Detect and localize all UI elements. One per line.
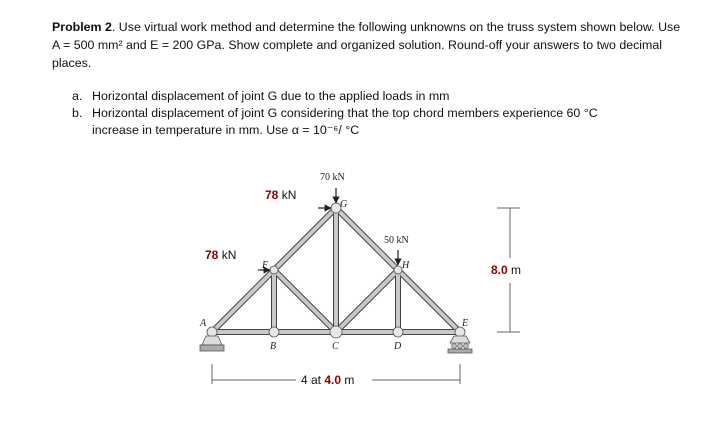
span-value: 4.0	[324, 373, 342, 387]
problem-intro: . Use virtual work method and determine the following unknowns on the truss system shown below. Use A = 500 mm² and E = 200 GPa. Show complete and organized solution. Round-off your answers to two decimal places.	[52, 20, 681, 70]
load-78kn-top-unit: kN	[278, 188, 297, 202]
joint-f-pin	[270, 266, 278, 274]
joint-label-h: H	[402, 260, 410, 271]
span-label	[301, 373, 354, 387]
joint-d-pin	[393, 327, 403, 337]
load-78kn-left-unit: kN	[218, 248, 237, 262]
truss-members	[212, 208, 460, 332]
member-fc	[274, 270, 336, 332]
height-value: 8.0	[491, 263, 508, 277]
question-a-mark: a.	[72, 89, 83, 103]
height-label	[491, 263, 521, 277]
roller-support-e	[448, 336, 472, 353]
question-b-text-continued: increase in temperature in mm. Use α = 10⁻⁶/ °C	[92, 123, 360, 137]
member-cH	[336, 270, 398, 332]
joint-c-pin	[330, 326, 342, 338]
load-78kn-top-label	[265, 188, 296, 202]
load-78kn-top-value: 78	[265, 188, 279, 202]
joint-label-a: A	[200, 318, 207, 329]
height-unit: m	[507, 263, 522, 277]
joint-label-d: D	[394, 341, 402, 352]
load-70kn-label: 70 kN	[320, 172, 345, 183]
span-unit: m	[341, 373, 355, 387]
span-prefix: 4 at	[301, 373, 325, 387]
question-b-mark: b.	[72, 106, 83, 120]
joint-label-b: B	[270, 341, 277, 352]
joint-label-f: F	[262, 260, 269, 271]
pin-support-a	[200, 336, 224, 351]
question-a-text: Horizontal displacement of joint G due to the applied loads in mm	[92, 89, 450, 103]
problem-heading: Problem 2	[52, 20, 112, 34]
question-b-text: Horizontal displacement of joint G considering that the top chord members experience 60 °C	[92, 106, 598, 120]
load-78kn-left-label	[205, 248, 236, 262]
joint-label-c: C	[332, 341, 339, 352]
joint-label-e: E	[462, 318, 469, 329]
joint-a-pin	[207, 327, 217, 337]
joint-h-pin	[394, 266, 402, 274]
joint-b-pin	[269, 327, 279, 337]
joint-label-g: G	[340, 199, 348, 210]
load-78kn-left-value: 78	[205, 248, 219, 262]
load-50kn-label: 50 kN	[384, 235, 409, 246]
